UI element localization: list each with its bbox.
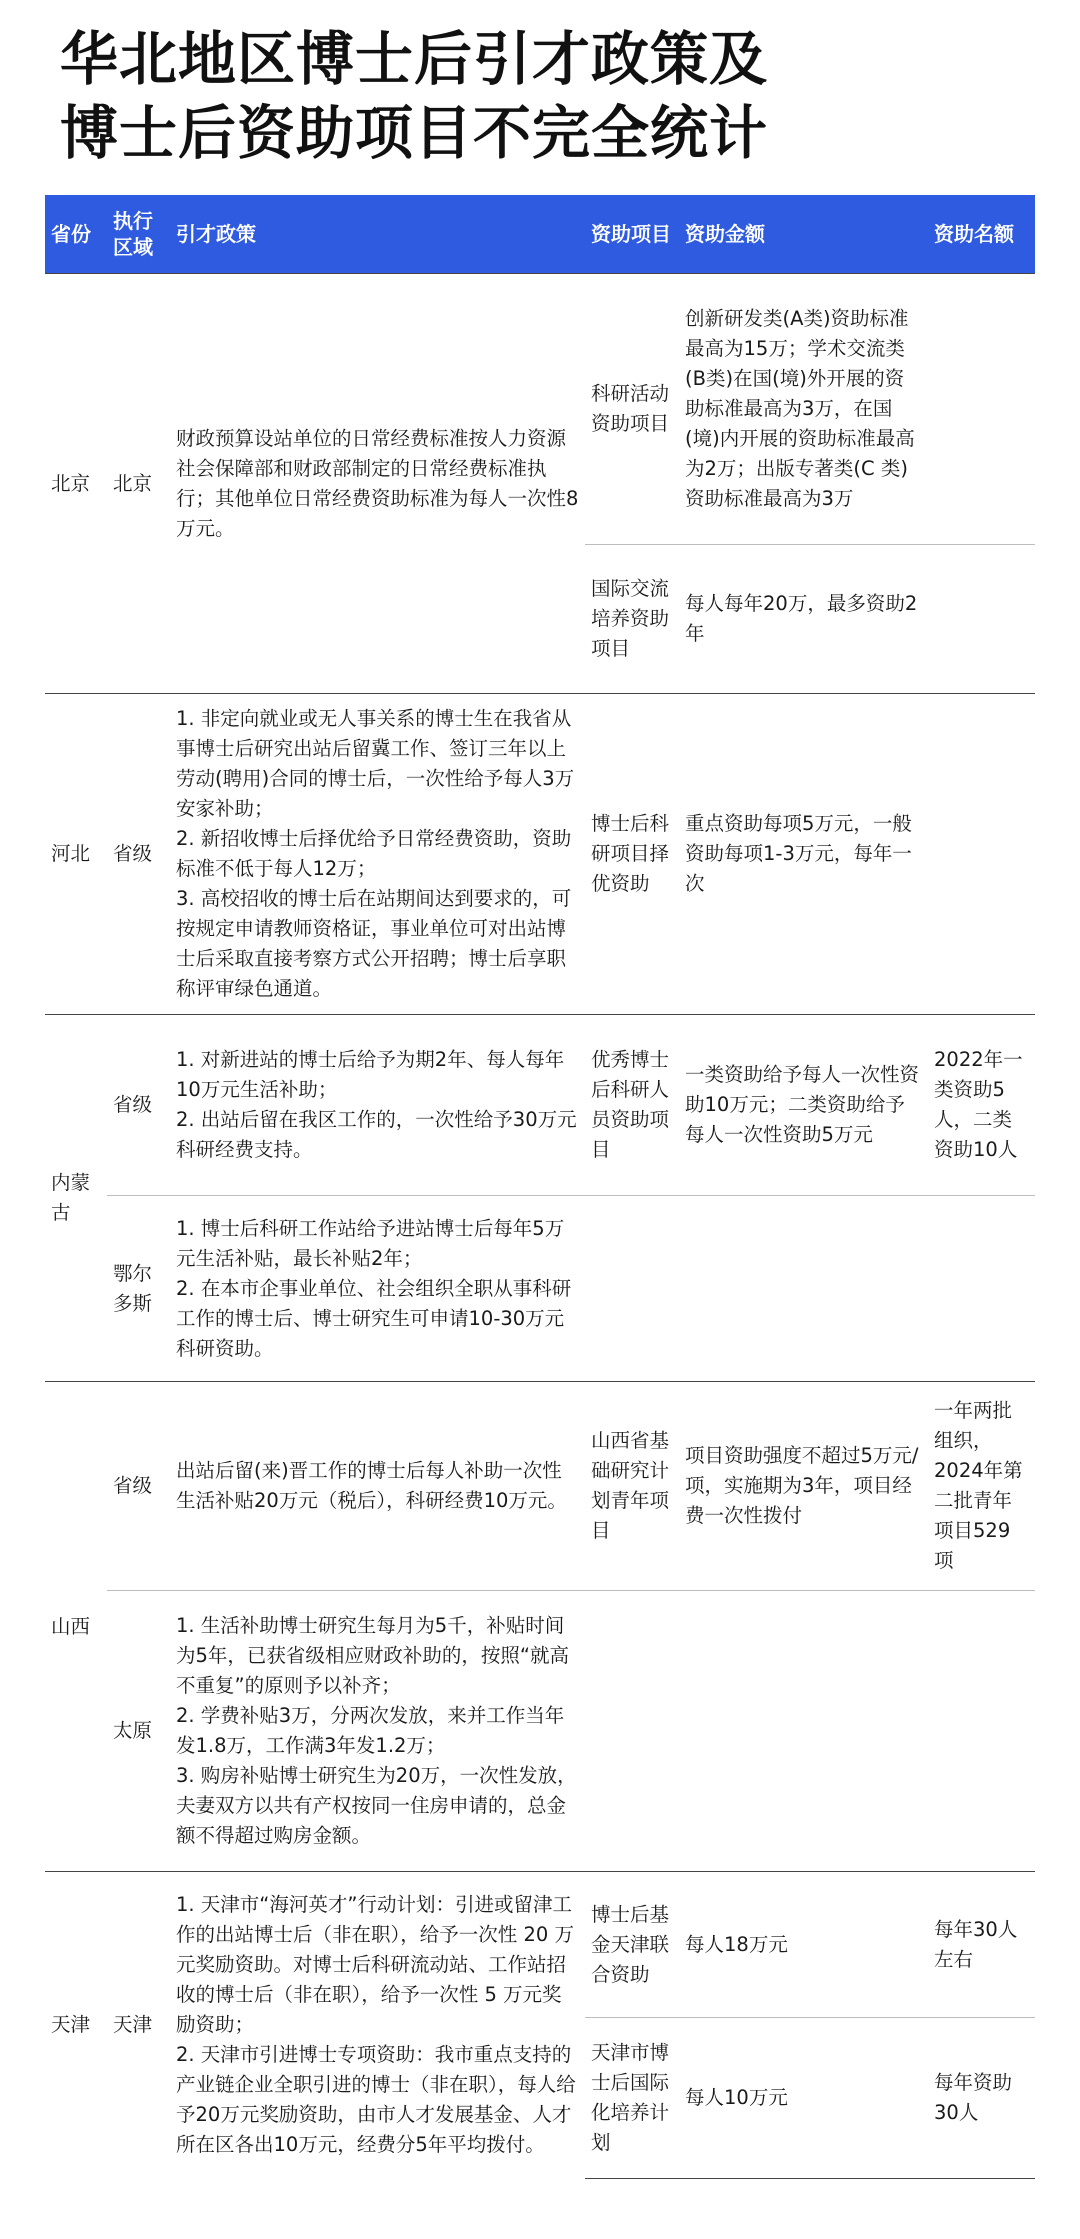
table-row bbox=[45, 1872, 1035, 2018]
hebei-province: 河北 bbox=[45, 694, 107, 1015]
shanxi-project-2 bbox=[585, 1591, 679, 1872]
neimenggu-region-1: 省级 bbox=[107, 1015, 170, 1196]
tianjin-name-2: 每年资助30人 bbox=[928, 2018, 1035, 2179]
neimenggu-name-1: 2022年一类资助5人，二类资助10人 bbox=[928, 1015, 1035, 1196]
shanxi-name-2 bbox=[928, 1591, 1035, 1872]
neimenggu-province: 内蒙古 bbox=[45, 1015, 107, 1382]
tianjin-name-1: 每年30人左右 bbox=[928, 1872, 1035, 2018]
neimenggu-project-1: 优秀博士后科研人员资助项目 bbox=[585, 1015, 679, 1196]
neimenggu-amount-2 bbox=[679, 1196, 928, 1382]
tianjin-amount-1: 每人18万元 bbox=[679, 1872, 928, 2018]
neimenggu-policy-1 bbox=[170, 1015, 585, 1196]
shanxi-amount-1: 项目资助强度不超过5万元/项，实施期为3年，项目经费一次性拨付 bbox=[679, 1382, 928, 1591]
title-line-2: 博士后资助项目不完全统计 bbox=[60, 99, 769, 167]
beijing-province: 北京 bbox=[45, 274, 107, 694]
hebei-policy-2: 2. 新招收博士后择优给予日常经费资助，资助标准不低于每人12万； bbox=[176, 827, 572, 880]
neimenggu-policy-1-item-2: 2. 出站后留在我区工作的，一次性给予30万元科研经费支持。 bbox=[176, 1108, 577, 1161]
shanxi-region-2: 太原 bbox=[107, 1591, 170, 1872]
header-project: 资助项目 bbox=[585, 195, 679, 274]
neimenggu-policy-2 bbox=[170, 1196, 585, 1382]
header-province: 省份 bbox=[45, 195, 107, 274]
shanxi-province: 山西 bbox=[45, 1382, 107, 1872]
tianjin-project-1: 博士后基金天津联合资助 bbox=[585, 1872, 679, 2018]
beijing-policy: 财政预算设站单位的日常经费标准按人力资源社会保障部和财政部制定的日常经费标准执行；其他单位日常经费资助标准为每人一次性8万元。 bbox=[170, 274, 585, 694]
table-row bbox=[45, 274, 1035, 545]
shanxi-policy-2-item-1: 1. 生活补助博士研究生每月为5千，补贴时间为5年，已获省级相应财政补助的，按照“就高不重复”的原则予以补齐； bbox=[176, 1614, 570, 1697]
table-row bbox=[45, 1196, 1035, 1382]
table-header-row bbox=[45, 195, 1035, 274]
hebei-name bbox=[928, 694, 1035, 1015]
tianjin-province: 天津 bbox=[45, 1872, 107, 2179]
table-row bbox=[45, 1015, 1035, 1196]
shanxi-policy-2-item-2: 2. 学费补贴3万，分两次发放，来并工作当年发1.8万，工作满3年发1.2万； bbox=[176, 1704, 565, 1757]
tianjin-project-2: 天津市博士后国际化培养计划 bbox=[585, 2018, 679, 2179]
tianjin-region: 天津 bbox=[107, 1872, 170, 2179]
shanxi-amount-2 bbox=[679, 1591, 928, 1872]
shanxi-policy-2-item-3: 3. 购房补贴博士研究生为20万，一次性发放，夫妻双方以共有产权按同一住房申请的，总金额不得超过购房金额。 bbox=[176, 1764, 577, 1847]
hebei-region: 省级 bbox=[107, 694, 170, 1015]
beijing-amount-2: 每人每年20万，最多资助2年 bbox=[679, 545, 928, 694]
beijing-region: 北京 bbox=[107, 274, 170, 694]
shanxi-policy-1: 出站后留(来)晋工作的博士后每人补助一次性生活补贴20万元（税后），科研经费10万元。 bbox=[170, 1382, 585, 1591]
neimenggu-region-2: 鄂尔多斯 bbox=[107, 1196, 170, 1382]
hebei-policy bbox=[170, 694, 585, 1015]
beijing-name-1 bbox=[928, 274, 1035, 545]
policy-table bbox=[45, 195, 1035, 2179]
tianjin-policy-1: 1. 天津市“海河英才”行动计划：引进或留津工作的出站博士后（非在职），给予一次性 20 万元奖励资助。对博士后科研流动站、工作站招收的博士后（非在职），给予一次性 5 万元奖励资助； bbox=[176, 1893, 574, 2037]
neimenggu-project-2 bbox=[585, 1196, 679, 1382]
beijing-amount-1: 创新研发类(A类)资助标准最高为15万；学术交流类(B类)在国(境)外开展的资助标准最高为3万，在国(境)内开展的资助标准最高为2万；出版专著类(C 类)资助标准最高为3万 bbox=[679, 274, 928, 545]
table-row bbox=[45, 1382, 1035, 1591]
shanxi-policy-2 bbox=[170, 1591, 585, 1872]
title-line-1: 华北地区博士后引才政策及 bbox=[60, 25, 769, 93]
neimenggu-policy-2-item-1: 1. 博士后科研工作站给予进站博士后每年5万元生活补贴，最长补贴2年； bbox=[176, 1216, 565, 1270]
beijing-project-1: 科研活动资助项目 bbox=[585, 274, 679, 545]
header-policy: 引才政策 bbox=[170, 195, 585, 274]
beijing-name-2 bbox=[928, 545, 1035, 694]
hebei-policy-1: 1. 非定向就业或无人事关系的博士生在我省从事博士后研究出站后留冀工作、签订三年以上劳动(聘用)合同的博士后，一次性给予每人3万安家补助； bbox=[176, 707, 575, 820]
table-row bbox=[45, 694, 1035, 1015]
shanxi-name-1: 一年两批组织，2024年第二批青年项目529项 bbox=[928, 1382, 1035, 1591]
neimenggu-name-2 bbox=[928, 1196, 1035, 1382]
shanxi-region-1: 省级 bbox=[107, 1382, 170, 1591]
table-row bbox=[45, 1591, 1035, 1872]
page-title bbox=[60, 22, 1040, 170]
header-name: 资助名额 bbox=[928, 195, 1035, 274]
beijing-project-2: 国际交流培养资助项目 bbox=[585, 545, 679, 694]
neimenggu-policy-2-item-2: 2. 在本市企事业单位、社会组织全职从事科研工作的博士后、博士研究生可申请10-30万元科研资助。 bbox=[176, 1276, 572, 1360]
hebei-policy-3: 3. 高校招收的博士后在站期间达到要求的，可按规定申请教师资格证，事业单位可对出站博士后采取直接考察方式公开招聘；博士后享职称评审绿色通道。 bbox=[176, 887, 572, 1000]
header-region: 执行区域 bbox=[107, 195, 170, 274]
shanxi-project-1: 山西省基础研究计划青年项目 bbox=[585, 1382, 679, 1591]
tianjin-amount-2: 每人10万元 bbox=[679, 2018, 928, 2179]
hebei-project: 博士后科研项目择优资助 bbox=[585, 694, 679, 1015]
tianjin-policy-2: 2. 天津市引进博士专项资助：我市重点支持的产业链企业全职引进的博士（非在职），每人给予20万元奖励资助，由市人才发展基金、人才所在区各出10万元，经费分5年平均拨付。 bbox=[176, 2043, 576, 2157]
neimenggu-amount-1: 一类资助给予每人一次性资助10万元；二类资助给予每人一次性资助5万元 bbox=[679, 1015, 928, 1196]
neimenggu-policy-1-item-1: 1. 对新进站的博士后给予为期2年、每人每年10万元生活补助； bbox=[176, 1048, 565, 1101]
tianjin-policy bbox=[170, 1872, 585, 2179]
header-amount: 资助金额 bbox=[679, 195, 928, 274]
hebei-amount: 重点资助每项5万元，一般资助每项1-3万元，每年一次 bbox=[679, 694, 928, 1015]
